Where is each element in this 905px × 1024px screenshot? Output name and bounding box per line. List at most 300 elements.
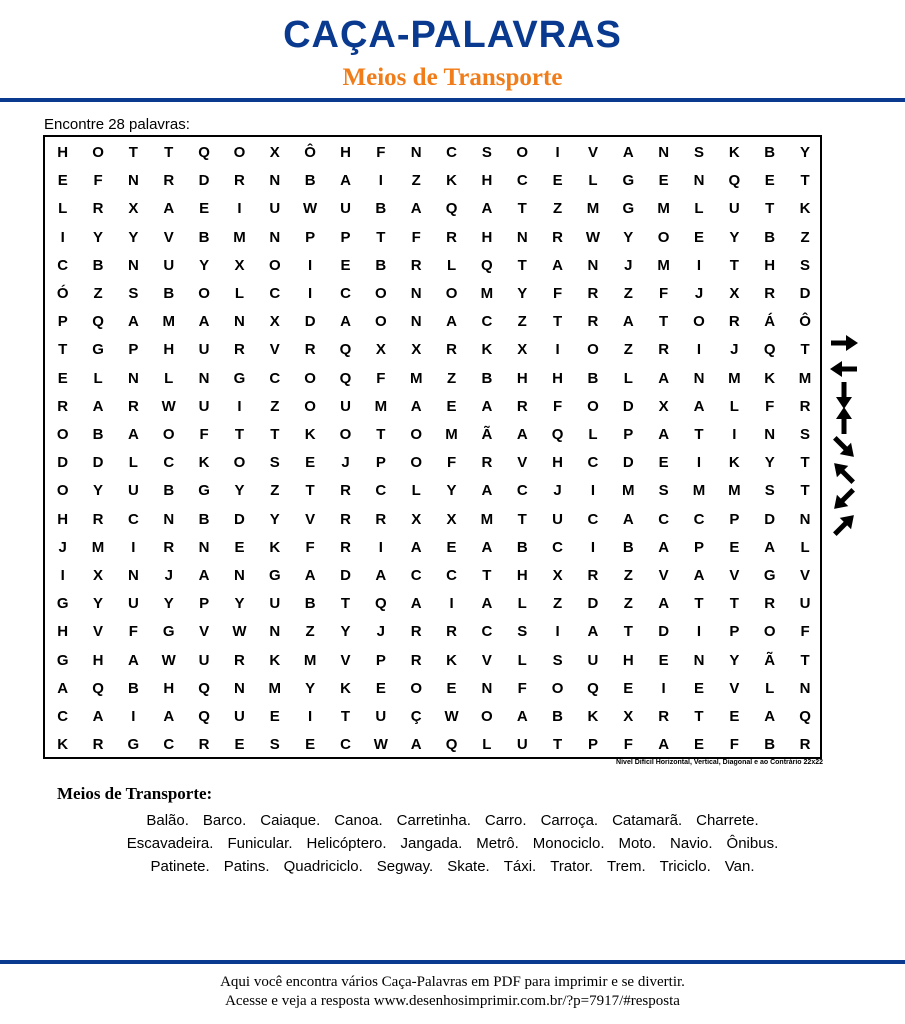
- grid-letter: H: [57, 144, 69, 161]
- grid-letter: X: [517, 341, 528, 359]
- grid-letter: U: [269, 200, 281, 218]
- grid-letter: I: [237, 200, 242, 218]
- grid-letter: W: [232, 623, 247, 641]
- grid-letter: U: [163, 256, 175, 274]
- grid-letter: T: [553, 736, 563, 754]
- grid-letter: C: [516, 482, 528, 500]
- grid-letter: X: [623, 708, 634, 725]
- word-list-item: Jangada.: [400, 835, 463, 852]
- grid-letter: L: [765, 679, 775, 697]
- grid-letter: N: [234, 679, 245, 697]
- grid-letter: G: [127, 736, 140, 754]
- grid-letter: A: [92, 397, 104, 415]
- grid-letter: A: [622, 144, 634, 161]
- grid-letter: G: [162, 623, 175, 641]
- grid-letter: V: [481, 651, 492, 669]
- word-list-item: Carroça.: [540, 812, 599, 829]
- grid-letter: A: [622, 510, 634, 528]
- grid-letter: O: [56, 426, 69, 443]
- grid-letter: F: [659, 285, 669, 302]
- grid-letter: C: [269, 285, 281, 302]
- grid-letter: L: [588, 172, 598, 190]
- grid-letter: C: [658, 510, 670, 528]
- grid-letter: E: [658, 454, 669, 472]
- grid-letter: Q: [728, 172, 741, 190]
- grid-letter: V: [93, 623, 104, 641]
- grid-letter: N: [410, 144, 422, 161]
- grid-letter: D: [658, 623, 670, 641]
- grid-letter: O: [198, 285, 210, 302]
- grid-letter: B: [481, 369, 493, 387]
- grid-letter: R: [481, 454, 493, 472]
- grid-letter: E: [446, 397, 457, 415]
- word-list-item: Patinete.: [150, 858, 210, 875]
- grid-letter: S: [517, 623, 528, 641]
- footer-line-1: Aqui você encontra vários Caça-Palavras em PDF para imprimir e se divertir.: [220, 974, 685, 990]
- grid-letter: X: [411, 510, 422, 528]
- grid-letter: E: [693, 679, 704, 697]
- grid-letter: I: [555, 144, 560, 161]
- grid-letter: X: [729, 285, 740, 302]
- grid-letter: T: [234, 426, 245, 443]
- grid-letter: H: [622, 651, 634, 669]
- grid-letter: D: [92, 454, 104, 472]
- grid-letter: L: [588, 426, 598, 443]
- grid-letter: E: [57, 369, 68, 387]
- grid-letter: R: [163, 538, 175, 556]
- grid-letter: L: [164, 369, 174, 387]
- grid-letter: T: [482, 567, 492, 584]
- grid-letter: J: [341, 454, 350, 472]
- grid-letter: N: [127, 172, 139, 190]
- grid-letter: K: [481, 341, 493, 359]
- grid-letter: Ã: [481, 426, 493, 443]
- grid-letter: H: [552, 369, 563, 387]
- grid-letter: I: [378, 538, 383, 556]
- grid-letter: M: [91, 538, 105, 556]
- grid-letter: A: [198, 313, 210, 331]
- grid-letter: U: [552, 510, 563, 528]
- grid-letter: R: [764, 285, 776, 302]
- grid-letter: Q: [587, 679, 599, 697]
- grid-letter: S: [658, 482, 669, 500]
- grid-letter: R: [446, 341, 457, 359]
- grid-letter: K: [728, 454, 740, 472]
- grid-letter: R: [446, 228, 457, 246]
- grid-letter: P: [375, 651, 386, 669]
- page-subtitle: Meios de Transporte: [342, 64, 563, 91]
- grid-letter: N: [127, 369, 139, 387]
- grid-letter: I: [696, 454, 702, 472]
- grid-letter: K: [799, 200, 811, 218]
- grid-letter: K: [446, 172, 457, 190]
- grid-letter: B: [375, 256, 387, 274]
- grid-letter: T: [517, 200, 527, 218]
- grid-letter: R: [410, 651, 422, 669]
- grid-letter: Y: [269, 510, 280, 528]
- grid-letter: Q: [339, 369, 352, 387]
- grid-letter: T: [376, 228, 386, 246]
- word-list-item: Metrô.: [476, 835, 519, 852]
- grid-letter: I: [237, 397, 242, 415]
- grid-letter: T: [800, 172, 810, 190]
- grid-letter: N: [516, 228, 528, 246]
- grid-letter: U: [340, 397, 351, 415]
- grid-letter: P: [305, 228, 316, 246]
- grid-letter: Y: [93, 228, 104, 246]
- word-list-item: Triciclo.: [659, 858, 711, 875]
- grid-letter: G: [92, 341, 104, 359]
- grid-letter: T: [800, 454, 810, 472]
- grid-letter: R: [304, 341, 316, 359]
- grid-letter: R: [163, 172, 175, 190]
- grid-letter: H: [764, 256, 776, 274]
- grid-letter: S: [481, 144, 492, 161]
- grid-letter: M: [268, 679, 282, 697]
- grid-letter: S: [269, 736, 280, 754]
- grid-letter: V: [658, 567, 669, 584]
- grid-letter: L: [694, 200, 704, 218]
- grid-letter: B: [304, 595, 316, 613]
- grid-letter: N: [693, 651, 705, 669]
- grid-letter: B: [764, 144, 776, 161]
- grid-letter: Z: [623, 595, 633, 613]
- word-search-grid: [43, 135, 822, 759]
- grid-letter: A: [163, 200, 175, 218]
- grid-letter: G: [233, 369, 246, 387]
- grid-letter: U: [198, 651, 210, 669]
- grid-letter: E: [305, 736, 316, 754]
- grid-letter: Ó: [56, 285, 69, 302]
- grid-letter: Y: [234, 482, 245, 500]
- grid-letter: H: [516, 369, 528, 387]
- grid-letter: A: [516, 426, 528, 443]
- grid-letter: L: [93, 369, 103, 387]
- grid-letter: E: [234, 736, 245, 754]
- grid-letter: P: [375, 454, 386, 472]
- grid-letter: B: [375, 200, 387, 218]
- grid-letter: N: [163, 510, 175, 528]
- word-list-item: Patins.: [223, 858, 270, 875]
- grid-letter: P: [729, 623, 740, 641]
- grid-letter: R: [234, 172, 245, 190]
- grid-letter: O: [410, 454, 423, 472]
- grid-letter: G: [622, 200, 635, 218]
- grid-letter: Q: [445, 736, 458, 754]
- grid-letter: E: [658, 651, 669, 669]
- grid-letter: B: [764, 228, 776, 246]
- word-list-item: Ônibus.: [726, 835, 779, 852]
- grid-letter: P: [623, 426, 634, 443]
- grid-letter: J: [624, 256, 633, 274]
- grid-letter: O: [551, 679, 564, 697]
- grid-letter: L: [234, 285, 245, 302]
- grid-letter: Q: [92, 679, 104, 697]
- grid-letter: O: [410, 426, 423, 443]
- grid-letter: I: [732, 426, 737, 443]
- grid-letter: A: [410, 595, 422, 613]
- grid-letter: C: [446, 144, 457, 161]
- grid-letter: V: [269, 341, 280, 359]
- grid-letter: T: [517, 510, 527, 528]
- grid-letter: M: [374, 397, 388, 415]
- grid-letter: Y: [199, 256, 210, 274]
- grid-letter: I: [60, 228, 65, 246]
- grid-letter: A: [127, 426, 139, 443]
- grid-letter: T: [517, 256, 527, 274]
- grid-letter: A: [410, 538, 422, 556]
- grid-letter: R: [658, 708, 670, 725]
- grid-letter: T: [340, 595, 351, 613]
- level-note: Nível Difícil Horizontal, Vertical, Diagonal e ao Contrário 22x22: [616, 759, 823, 766]
- grid-letter: Ô: [304, 144, 316, 161]
- grid-letter: E: [623, 679, 634, 697]
- grid-letter: I: [696, 256, 702, 274]
- grid-letter: K: [446, 651, 457, 669]
- grid-letter: G: [268, 567, 281, 584]
- grid-letter: K: [304, 426, 316, 443]
- grid-letter: P: [199, 595, 210, 613]
- grid-letter: A: [446, 313, 457, 331]
- grid-letter: I: [555, 341, 560, 359]
- grid-letter: B: [92, 256, 104, 274]
- grid-letter: C: [410, 567, 422, 584]
- arrow-down-left-icon: [826, 486, 862, 512]
- word-list-item: Van.: [724, 858, 755, 875]
- grid-letter: V: [199, 623, 210, 641]
- arrow-down-right-icon: [826, 434, 862, 460]
- grid-letter: R: [516, 397, 528, 415]
- grid-letter: Z: [270, 397, 280, 415]
- grid-letter: Q: [339, 341, 352, 359]
- grid-letter: N: [693, 172, 705, 190]
- grid-letter: E: [552, 172, 563, 190]
- grid-letter: R: [340, 510, 351, 528]
- grid-letter: E: [658, 172, 669, 190]
- grid-letter: R: [198, 736, 210, 754]
- grid-letter: H: [481, 172, 493, 190]
- grid-letter: L: [623, 369, 633, 387]
- grid-letter: C: [163, 736, 175, 754]
- grid-letter: T: [164, 144, 174, 161]
- grid-letter: O: [233, 454, 246, 472]
- grid-letter: N: [587, 256, 599, 274]
- grid-letter: R: [446, 623, 457, 641]
- grid-letter: Y: [340, 623, 351, 641]
- grid-letter: O: [304, 397, 316, 415]
- top-divider: [0, 98, 905, 102]
- grid-letter: Z: [800, 228, 810, 246]
- grid-letter: Z: [623, 567, 633, 584]
- grid-letter: R: [234, 651, 245, 669]
- grid-letter: X: [128, 200, 139, 218]
- grid-letter: R: [375, 510, 387, 528]
- grid-letter: F: [553, 397, 563, 415]
- grid-letter: M: [409, 369, 423, 387]
- word-list-item: Helicóptero.: [306, 835, 387, 852]
- grid-letter: A: [622, 313, 634, 331]
- grid-letter: E: [764, 172, 775, 190]
- grid-letter: O: [587, 341, 599, 359]
- grid-letter: M: [728, 482, 741, 500]
- grid-letter: F: [729, 736, 739, 754]
- grid-letter: C: [127, 510, 139, 528]
- grid-letter: Q: [445, 200, 458, 218]
- grid-letter: O: [375, 285, 387, 302]
- grid-letter: N: [269, 623, 281, 641]
- grid-letter: O: [693, 313, 705, 331]
- grid-letter: B: [552, 708, 563, 725]
- grid-letter: S: [800, 256, 811, 274]
- grid-letter: O: [162, 426, 175, 443]
- grid-letter: C: [340, 736, 351, 754]
- grid-letter: A: [92, 708, 104, 725]
- grid-letter: Q: [763, 341, 776, 359]
- grid-letter: R: [340, 538, 351, 556]
- grid-letter: L: [411, 482, 421, 500]
- grid-letter: R: [764, 595, 776, 613]
- grid-letter: T: [553, 313, 563, 331]
- grid-letter: P: [340, 228, 351, 246]
- grid-letter: L: [729, 397, 739, 415]
- grid-letter: T: [623, 623, 633, 641]
- grid-letter: X: [552, 567, 563, 584]
- grid-letter: J: [58, 538, 67, 556]
- grid-letter: H: [340, 144, 351, 161]
- grid-letter: T: [765, 200, 775, 218]
- word-list-item: Navio.: [670, 835, 713, 852]
- grid-letter: M: [798, 369, 812, 387]
- grid-letter: O: [481, 708, 493, 725]
- grid-letter: A: [340, 313, 351, 331]
- grid-letter: D: [198, 172, 210, 190]
- grid-letter: R: [410, 623, 422, 641]
- grid-letter: Z: [623, 341, 633, 359]
- grid-letter: A: [410, 200, 422, 218]
- grid-letter: Y: [729, 228, 740, 246]
- grid-letter: I: [308, 285, 313, 302]
- grid-letter: X: [658, 397, 669, 415]
- grid-letter: K: [57, 736, 69, 754]
- grid-letter: R: [587, 567, 599, 584]
- grid-letter: K: [198, 454, 210, 472]
- grid-letter: X: [375, 341, 386, 359]
- grid-letter: T: [729, 256, 739, 274]
- grid-letter: Q: [198, 679, 210, 697]
- grid-letter: T: [694, 708, 704, 725]
- grid-letter: R: [658, 341, 670, 359]
- grid-letter: V: [163, 228, 174, 246]
- grid-letter: D: [57, 454, 69, 472]
- grid-letter: N: [234, 567, 245, 584]
- grid-letter: C: [269, 369, 281, 387]
- grid-letter: A: [481, 200, 493, 218]
- grid-letter: U: [198, 397, 210, 415]
- grid-letter: C: [693, 510, 705, 528]
- grid-letter: I: [308, 708, 313, 725]
- grid-letter: A: [57, 679, 69, 697]
- grid-letter: N: [269, 172, 281, 190]
- grid-letter: I: [308, 256, 313, 274]
- grid-letter: W: [303, 200, 318, 218]
- grid-letter: Y: [234, 595, 245, 613]
- grid-letter: G: [198, 482, 210, 500]
- grid-letter: K: [587, 708, 599, 725]
- grid-letter: A: [410, 397, 422, 415]
- grid-letter: Ô: [799, 313, 811, 331]
- grid-letter: A: [587, 623, 599, 641]
- grid-letter: A: [198, 567, 210, 584]
- grid-letter: F: [199, 426, 209, 443]
- grid-letter: D: [304, 313, 316, 331]
- grid-letter: N: [764, 426, 776, 443]
- grid-letter: T: [800, 482, 810, 500]
- grid-letter: P: [693, 538, 704, 556]
- grid-letter: M: [692, 482, 706, 500]
- word-list-line: [0, 835, 905, 852]
- grid-letter: Q: [481, 256, 493, 274]
- word-list-item: Monociclo.: [532, 835, 605, 852]
- grid-letter: N: [799, 679, 811, 697]
- arrow-down-icon: [826, 382, 862, 408]
- grid-letter: E: [446, 538, 457, 556]
- grid-letter: O: [268, 256, 281, 274]
- grid-letter: X: [234, 256, 245, 274]
- grid-letter: W: [373, 736, 388, 754]
- grid-letter: J: [694, 285, 704, 302]
- grid-letter: I: [696, 623, 702, 641]
- grid-letter: A: [127, 651, 139, 669]
- grid-letter: M: [657, 256, 670, 274]
- grid-letter: H: [516, 567, 528, 584]
- grid-letter: F: [93, 172, 103, 190]
- grid-letter: O: [763, 623, 776, 641]
- grid-letter: D: [234, 510, 245, 528]
- grid-letter: Y: [623, 228, 634, 246]
- grid-letter: T: [694, 595, 704, 613]
- grid-letter: Y: [93, 482, 104, 500]
- grid-letter: L: [446, 256, 457, 274]
- grid-letter: I: [590, 538, 596, 556]
- grid-letter: P: [128, 341, 139, 359]
- grid-letter: N: [799, 510, 811, 528]
- grid-letter: N: [481, 679, 493, 697]
- grid-letter: P: [729, 510, 740, 528]
- grid-letter: K: [764, 369, 776, 387]
- grid-letter: L: [58, 200, 68, 218]
- grid-letter: A: [163, 708, 175, 725]
- grid-letter: Q: [799, 708, 811, 725]
- grid-letter: Ã: [764, 651, 776, 669]
- grid-letter: E: [199, 200, 210, 218]
- grid-letter: U: [587, 651, 599, 669]
- grid-letter: O: [375, 313, 387, 331]
- grid-letter: A: [658, 369, 670, 387]
- grid-letter: I: [696, 341, 702, 359]
- grid-letter: E: [693, 228, 704, 246]
- grid-letter: U: [269, 595, 281, 613]
- grid-letter: Q: [92, 313, 104, 331]
- grid-letter: V: [517, 454, 528, 472]
- grid-letter: N: [127, 256, 139, 274]
- grid-letter: R: [799, 397, 811, 415]
- grid-letter: E: [305, 454, 316, 472]
- word-list-item: Catamarã.: [612, 812, 683, 829]
- arrow-left-icon: [826, 356, 862, 382]
- grid-letter: G: [56, 651, 69, 669]
- grid-letter: C: [57, 708, 69, 725]
- grid-letter: B: [198, 228, 210, 246]
